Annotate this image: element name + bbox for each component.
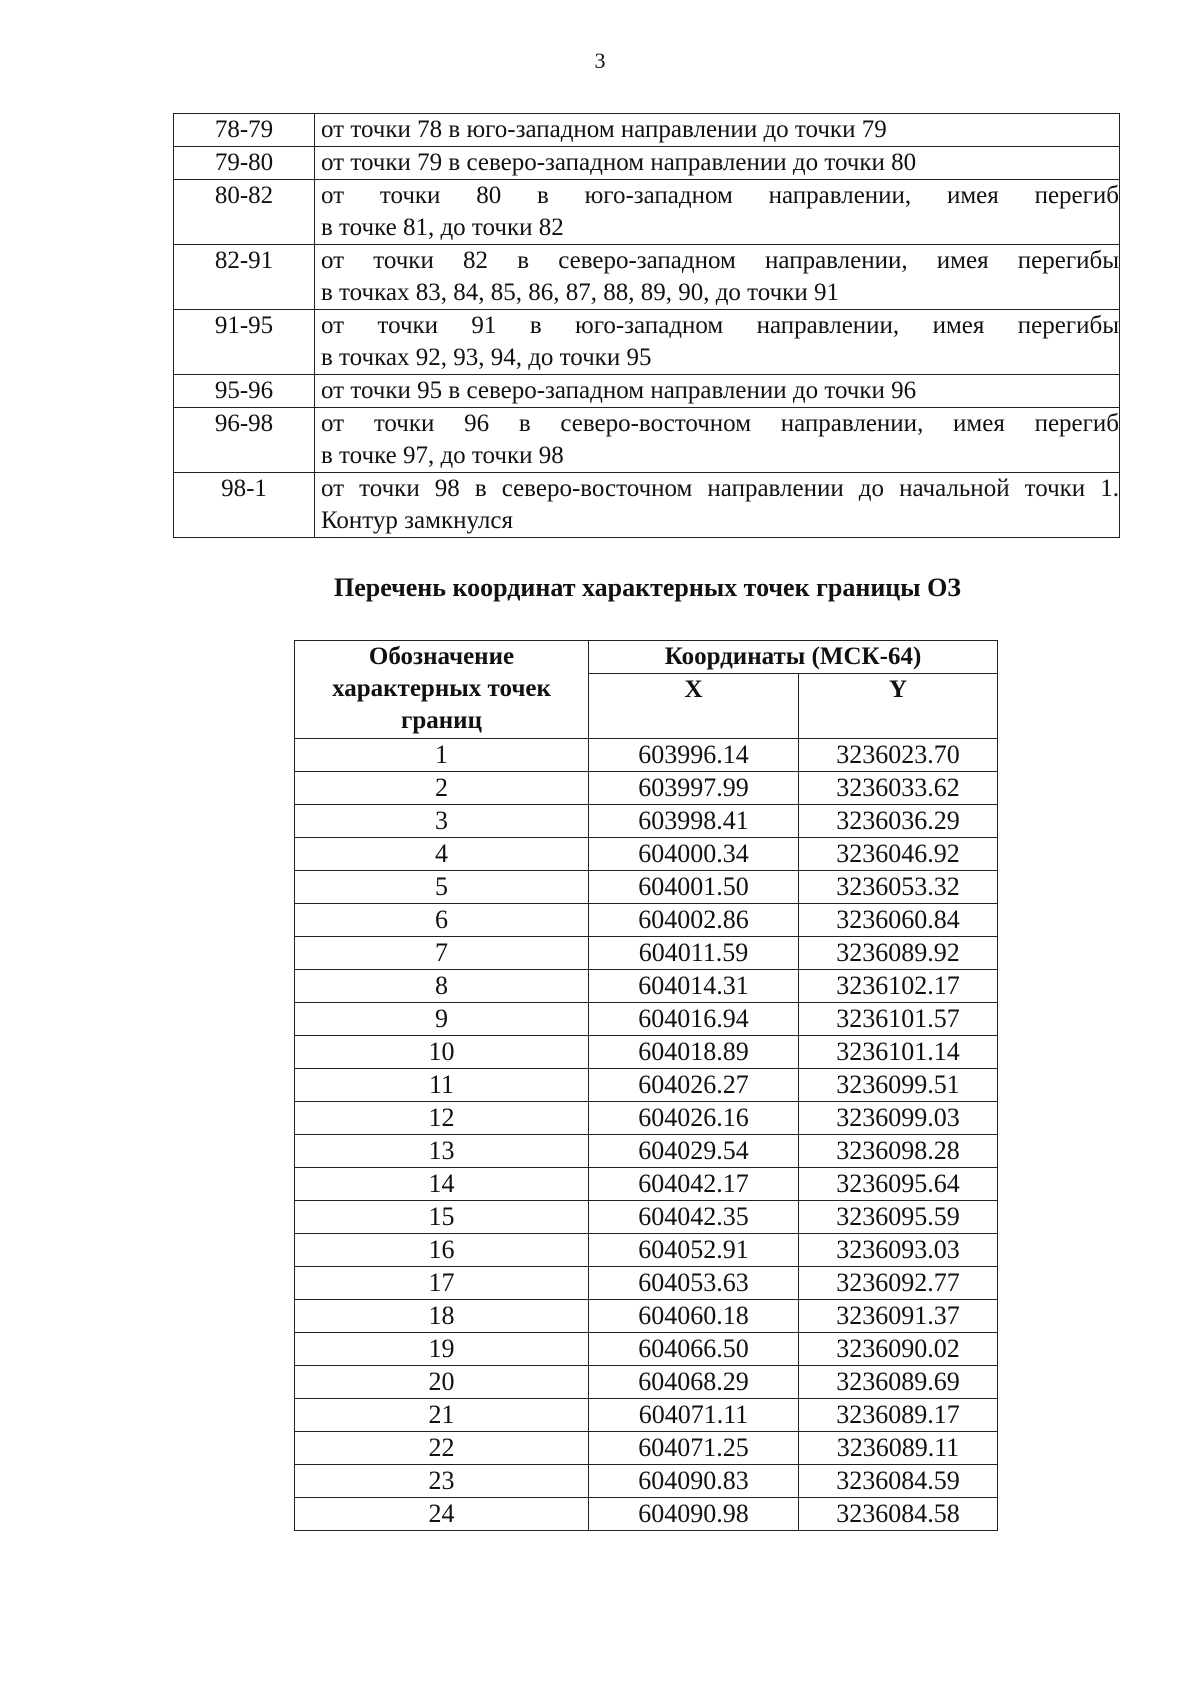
segment-code: 91-95	[174, 310, 315, 375]
point-cell: 5	[295, 871, 589, 904]
segment-description-line: от точки 95 в северо-западном направлении до точки 96	[321, 377, 917, 404]
table-row	[295, 838, 998, 871]
segment-row	[174, 375, 1120, 408]
segments-table	[173, 113, 1120, 538]
segment-description	[315, 147, 1120, 180]
y-coordinate-cell: 3236091.37	[799, 1300, 998, 1333]
point-cell: 3	[295, 805, 589, 838]
y-coordinate-cell: 3236090.02	[799, 1333, 998, 1366]
point-cell: 23	[295, 1465, 589, 1498]
segment-description	[315, 245, 1120, 310]
x-coordinate-cell: 604060.18	[589, 1300, 799, 1333]
table-row	[295, 1201, 998, 1234]
segment-code: 80-82	[174, 180, 315, 245]
x-coordinate-cell: 604090.98	[589, 1498, 799, 1531]
point-cell: 12	[295, 1102, 589, 1135]
segment-description-line: в точке 97, до точки 98	[321, 442, 564, 469]
segment-description-line: от точки 91 в юго-западном направлении, имея перегибы	[321, 312, 1119, 339]
y-coordinate-cell: 3236060.84	[799, 904, 998, 937]
y-coordinate-cell: 3236093.03	[799, 1234, 998, 1267]
table-row	[295, 970, 998, 1003]
point-cell: 9	[295, 1003, 589, 1036]
point-cell: 20	[295, 1366, 589, 1399]
table-row	[295, 1366, 998, 1399]
segment-description	[315, 375, 1120, 408]
segment-row	[174, 114, 1120, 147]
table-row	[295, 805, 998, 838]
segment-description-line: Контур замкнулся	[321, 507, 513, 534]
x-coordinate-cell: 604016.94	[589, 1003, 799, 1036]
point-cell: 8	[295, 970, 589, 1003]
x-coordinate-cell: 604014.31	[589, 970, 799, 1003]
x-coordinate-cell: 604052.91	[589, 1234, 799, 1267]
table-row	[295, 937, 998, 970]
segment-description-line: от точки 80 в юго-западном направлении, имея перегиб	[321, 182, 1119, 209]
segment-description-line: в точках 92, 93, 94, до точки 95	[321, 344, 652, 371]
list-title: Перечень координат характерных точек границы ОЗ	[333, 573, 962, 602]
table-row	[295, 1135, 998, 1168]
table-row	[295, 1069, 998, 1102]
x-coordinate-cell: 603997.99	[589, 772, 799, 805]
y-coordinate-cell: 3236033.62	[799, 772, 998, 805]
header-coordinates: Координаты (МСК-64)	[589, 641, 998, 674]
y-coordinate-cell: 3236084.58	[799, 1498, 998, 1531]
point-cell: 4	[295, 838, 589, 871]
y-coordinate-cell: 3236089.69	[799, 1366, 998, 1399]
segment-row	[174, 408, 1120, 473]
coordinates-table	[294, 640, 998, 1531]
segment-row	[174, 180, 1120, 245]
segment-row	[174, 147, 1120, 180]
y-coordinate-cell: 3236101.14	[799, 1036, 998, 1069]
x-coordinate-cell: 604026.16	[589, 1102, 799, 1135]
table-row	[295, 871, 998, 904]
segment-code: 98-1	[174, 473, 315, 538]
y-coordinate-cell: 3236023.70	[799, 739, 998, 772]
point-cell: 6	[295, 904, 589, 937]
segment-description-line: от точки 78 в юго-западном направлении до точки 79	[321, 116, 887, 143]
point-cell: 19	[295, 1333, 589, 1366]
segment-code: 78-79	[174, 114, 315, 147]
point-cell: 17	[295, 1267, 589, 1300]
x-coordinate-cell: 604002.86	[589, 904, 799, 937]
x-coordinate-cell: 604090.83	[589, 1465, 799, 1498]
x-coordinate-cell: 604066.50	[589, 1333, 799, 1366]
header-point-designation: Обозначение характерных точек границ	[295, 641, 589, 739]
y-coordinate-cell: 3236098.28	[799, 1135, 998, 1168]
segment-description	[315, 473, 1120, 538]
point-cell: 7	[295, 937, 589, 970]
point-cell: 11	[295, 1069, 589, 1102]
x-coordinate-cell: 604029.54	[589, 1135, 799, 1168]
point-cell: 13	[295, 1135, 589, 1168]
y-coordinate-cell: 3236089.11	[799, 1432, 998, 1465]
table-row	[295, 1102, 998, 1135]
segment-description-line: от точки 98 в северо-восточном направлении до начальной точки 1.	[321, 475, 1119, 502]
table-row	[295, 1300, 998, 1333]
segment-code: 95-96	[174, 375, 315, 408]
point-cell: 15	[295, 1201, 589, 1234]
header-x: X	[589, 674, 799, 739]
point-cell: 1	[295, 739, 589, 772]
table-row	[295, 1465, 998, 1498]
y-coordinate-cell: 3236099.03	[799, 1102, 998, 1135]
x-coordinate-cell: 604042.17	[589, 1168, 799, 1201]
x-coordinate-cell: 604001.50	[589, 871, 799, 904]
x-coordinate-cell: 604000.34	[589, 838, 799, 871]
segment-row	[174, 310, 1120, 375]
segment-code: 79-80	[174, 147, 315, 180]
table-row	[295, 1498, 998, 1531]
segment-description-line: от точки 79 в северо-западном направлении до точки 80	[321, 149, 917, 176]
y-coordinate-cell: 3236089.92	[799, 937, 998, 970]
x-coordinate-cell: 604011.59	[589, 937, 799, 970]
y-coordinate-cell: 3236095.64	[799, 1168, 998, 1201]
table-row	[295, 739, 998, 772]
y-coordinate-cell: 3236036.29	[799, 805, 998, 838]
segment-description-line: от точки 82 в северо-западном направлении, имея перегибы	[321, 247, 1119, 274]
point-cell: 21	[295, 1399, 589, 1432]
segment-description-line: в точке 81, до точки 82	[321, 214, 564, 241]
table-row	[295, 1267, 998, 1300]
table-row	[295, 1432, 998, 1465]
table-row	[295, 772, 998, 805]
segment-description-line: в точках 83, 84, 85, 86, 87, 88, 89, 90, до точки 91	[321, 279, 839, 306]
y-coordinate-cell: 3236092.77	[799, 1267, 998, 1300]
point-cell: 16	[295, 1234, 589, 1267]
segment-code: 96-98	[174, 408, 315, 473]
y-coordinate-cell: 3236101.57	[799, 1003, 998, 1036]
x-coordinate-cell: 604071.11	[589, 1399, 799, 1432]
segment-description	[315, 114, 1120, 147]
point-cell: 22	[295, 1432, 589, 1465]
segment-description	[315, 180, 1120, 245]
x-coordinate-cell: 604071.25	[589, 1432, 799, 1465]
table-row	[295, 904, 998, 937]
x-coordinate-cell: 604018.89	[589, 1036, 799, 1069]
segment-description	[315, 310, 1120, 375]
segment-code: 82-91	[174, 245, 315, 310]
y-coordinate-cell: 3236053.32	[799, 871, 998, 904]
y-coordinate-cell: 3236084.59	[799, 1465, 998, 1498]
x-coordinate-cell: 604026.27	[589, 1069, 799, 1102]
table-row	[295, 1399, 998, 1432]
page-number: 3	[594, 48, 606, 73]
point-cell: 24	[295, 1498, 589, 1531]
point-cell: 14	[295, 1168, 589, 1201]
segment-row	[174, 245, 1120, 310]
point-cell: 18	[295, 1300, 589, 1333]
table-row	[295, 1333, 998, 1366]
segment-description	[315, 408, 1120, 473]
x-coordinate-cell: 603996.14	[589, 739, 799, 772]
point-cell: 2	[295, 772, 589, 805]
segment-description-line: от точки 96 в северо-восточном направлении, имея перегиб	[321, 410, 1119, 437]
table-row	[295, 1168, 998, 1201]
x-coordinate-cell: 603998.41	[589, 805, 799, 838]
x-coordinate-cell: 604068.29	[589, 1366, 799, 1399]
segment-row	[174, 473, 1120, 538]
y-coordinate-cell: 3236046.92	[799, 838, 998, 871]
y-coordinate-cell: 3236089.17	[799, 1399, 998, 1432]
y-coordinate-cell: 3236095.59	[799, 1201, 998, 1234]
point-cell: 10	[295, 1036, 589, 1069]
y-coordinate-cell: 3236099.51	[799, 1069, 998, 1102]
x-coordinate-cell: 604042.35	[589, 1201, 799, 1234]
table-row	[295, 1003, 998, 1036]
y-coordinate-cell: 3236102.17	[799, 970, 998, 1003]
x-coordinate-cell: 604053.63	[589, 1267, 799, 1300]
table-row	[295, 1036, 998, 1069]
table-row	[295, 1234, 998, 1267]
header-y: Y	[799, 674, 998, 739]
